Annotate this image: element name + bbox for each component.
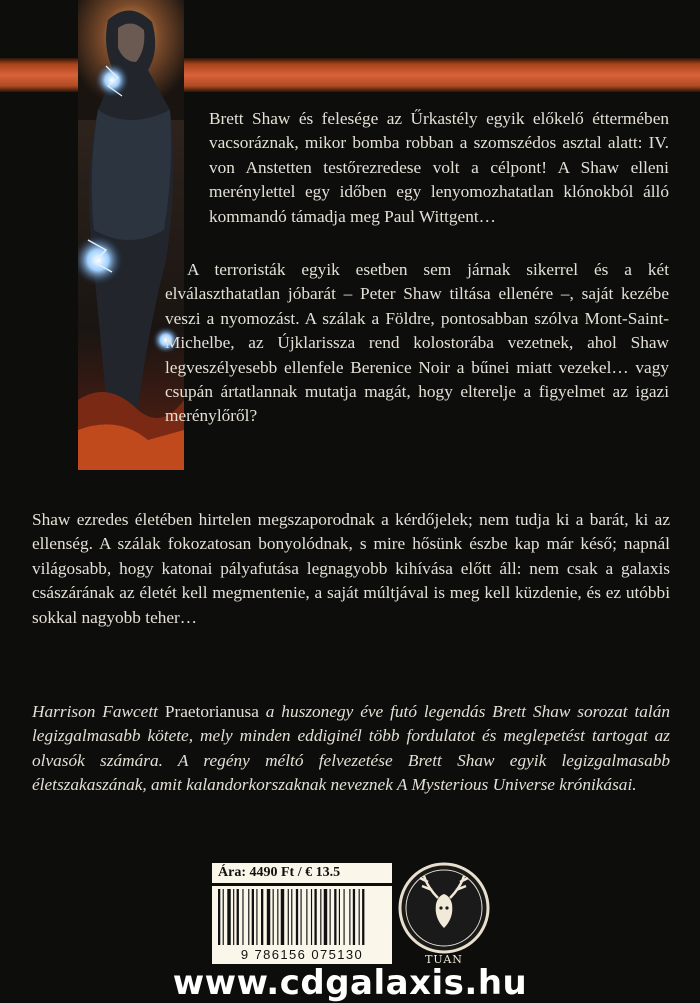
author-name: Harrison Fawcett	[32, 702, 158, 721]
barcode-bars	[216, 889, 388, 947]
description-paragraph-1-continued-text: A terroristák egyik esetben sem járnak sikerrel és a két elválaszthatatlan jóbarát – Peter Shaw tiltása ellenére –, saját kezébe veszi a nyomozást. A szálak a Földre, pontosabban szólva Mont-Saint-Michelbe, az Újklarissza rend kolostorába vezetnek, ahol Shaw legveszélyesebb ellenfele Berenice Noir a bűnei miatt vezekel… vagy csupán ártatlannak mutatja magát, hogy elterelje a figyelmet az igazi merénylőről?	[165, 260, 669, 426]
watermark-url: www.cdgalaxis.hu	[172, 963, 528, 1003]
description-paragraph-1-continued	[165, 258, 669, 429]
barcode	[212, 886, 392, 964]
price-label: Ára: 4490 Ft / € 13.5	[212, 863, 392, 883]
barcode-number: 9 786156 075130	[240, 947, 364, 962]
description-paragraph-1-text: Brett Shaw és felesége az Űrkastély egyik előkelő éttermében vacsoráznak, mikor bomba robban a szomszédos asztal alatt: IV. von Anstetten testőrezredese volt a célpont! A Shaw elleni merénylettel egy időben egy lenyomozhatatlan klónokból álló kommandó támadja meg Paul Wittgent…	[209, 109, 669, 226]
description-paragraph-3	[32, 700, 670, 798]
book-title: Praetorianusa	[164, 702, 259, 721]
description-paragraph-1	[209, 107, 669, 229]
description-paragraph-2-text: Shaw ezredes életében hirtelen megszaporodnak a kérdőjelek; nem tudja ki a barát, ki az ellenség. A szálak fokozatosan bonyolódnak, s mire hősünk észbe kap már késő; napnál világosabb, hogy katonai pályafutása legnagyobb kihívása előtt áll: nem csak a galaxis császárának az életét kell megmentenie, a saját múltjával is meg kell küzdenie, és ez utóbbi sokkal nagyobb teher…	[32, 510, 670, 627]
description-paragraph-3-rest: a huszonegy éve futó legendás Brett Shaw sorozat talán legizgalmasabb kötete, mely minden eddiginél több fordulatot és meglepetést tartogat az olvasók számára. A regény méltó felvezetése Brett Shaw egyik legizgalmasabb életszakaszának, amit kalandorkorszaknak neveznek A Mysterious Universe krónikásai.	[32, 702, 670, 795]
description-paragraph-3-text	[32, 700, 670, 798]
description-paragraph-2	[32, 508, 670, 630]
publisher-logo-text: TUAN	[425, 953, 463, 966]
